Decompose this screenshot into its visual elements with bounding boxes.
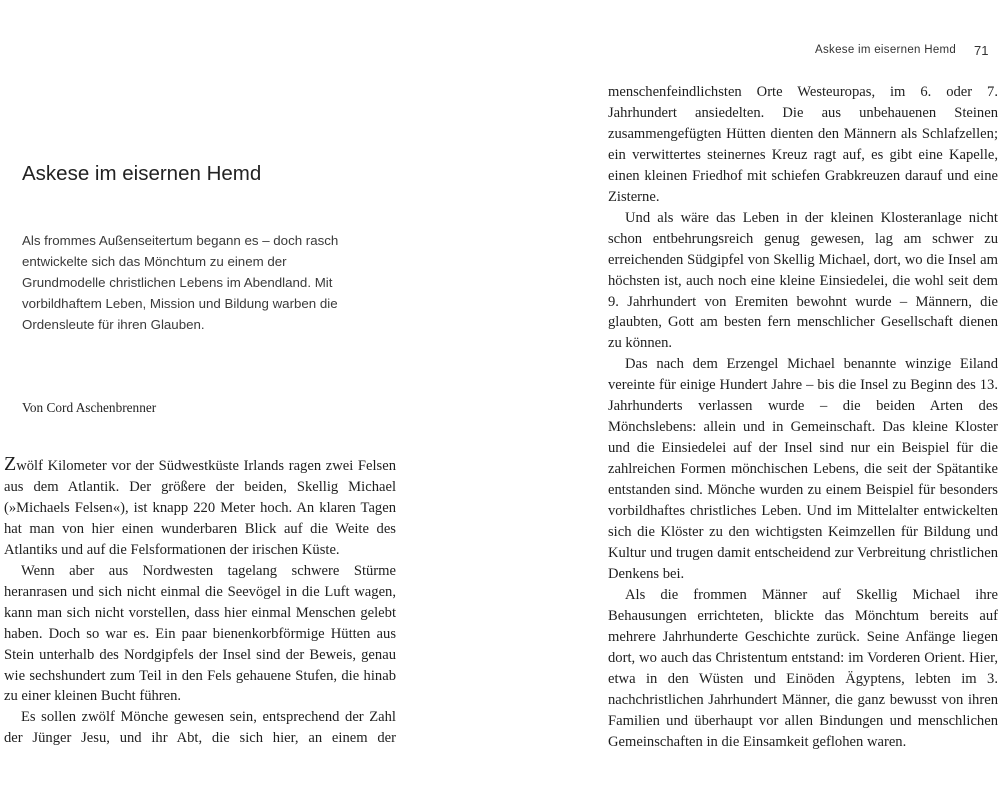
page-number: 71 (974, 43, 989, 58)
right-page (500, 0, 1000, 800)
body-paragraph: menschenfeindlichsten Orte Westeuropas, im 6. oder 7. Jahrhundert ansiedelten. Die aus unbehauenen Steinen zusammengefügten Hütten dienten den Männern als Schlafzellen; ein verwittertes steinernes Kreuz ragt auf, es gibt eine Kapelle, einen kleinen Friedhof mit schiefen Grabkreuzen darauf und eine Zisterne. (608, 84, 998, 205)
right-body-text (608, 82, 998, 753)
chapter-title: Askese im eisernen Hemd (22, 162, 262, 185)
author-byline: Von Cord Aschenbrenner (22, 400, 157, 415)
initial-letter: Z (4, 453, 17, 475)
running-header: Askese im eisernen Hemd (815, 44, 957, 56)
body-paragraph: Das nach dem Erzengel Michael benannte winzige Eiland vereinte für einige Hundert Jahre – bis die Insel zu Beginn des 13. Jahrhunderts verlassen wurde – die beiden Arten des Mönchslebens: allein und in Gemeinschaft. Das kleine Kloster und die Einsiedelei auf der Insel sind nur ein Beispiel für die zahlreichen Formen mönchischen Lebens, die seit der Spätantike entstanden sind. Mönche wurden zu einem Beispiel für besonders vorbildhaftes christliches Leben. Und im Mittelalter entwickelten sich die Klöster zu den wichtigsten Keimzellen für Bildung und Kultur und trugen damit entscheidend zur Verbreitung christlichen Denkens bei. (608, 356, 998, 582)
paragraph-text: wölf Kilometer vor der Südwestküste Irlands ragen zwei Felsen aus dem Atlantik. Der größere der beiden, Skellig Michael (»Michaels Felsen«), ist knapp 220 Meter hoch. An klaren Tagen hat man von hier einen wunderbaren Blick auf die Weite des Atlantiks und auf die Felsformationen der irischen Küste. (4, 458, 396, 558)
body-paragraph (4, 454, 396, 561)
body-paragraph: Es sollen zwölf Mönche gewesen sein, entsprechend der Zahl der Jünger Jesu, und ihr Abt, die sich hier, an einem der (4, 709, 396, 747)
left-body-text (4, 454, 396, 749)
body-paragraph: Wenn aber aus Nordwesten tagelang schwere Stürme heranrasen und sich nicht einmal die Seevögel in die Luft wagen, kann man sich nicht vorstellen, dass hier einmal Menschen gelebt haben. Doch so war es. Ein paar bienenkorbförmige Hütten aus Stein unterhalb des Nordgipfels der Insel sind der Beweis, genau wie sechshundert zum Teil in den Fels gehauene Stufen, die hinab zu einer kleinen Bucht führen. (4, 562, 396, 705)
body-paragraph: Und als wäre das Leben in der kleinen Klosteranlage nicht schon entbehrungsreich genug gewesen, lag am schwer zu erreichenden Südgipfel von Skellig Michael, dort, wo die Insel am höchsten ist, auch noch eine kleine Einsiedelei, die wohl seit dem 9. Jahrhundert von Eremiten bewohnt wurde – Männern, die glaubten, Gott am besten fern menschlicher Gesellschaft dienen zu können. (608, 209, 998, 352)
chapter-intro: Als frommes Außenseitertum begann es – doch rasch entwickelte sich das Mönchtum zu einem der Grundmodelle christlichen Lebens im Abendland. Mit vorbildhaftem Leben, Mission und Bildung warben die Ordensleute für ihren Glauben. (22, 233, 339, 332)
body-paragraph: Als die frommen Männer auf Skellig Michael ihre Behausungen errichteten, blickte das Mönchtum bereits auf mehrere Jahrhunderte Geschichte zurück. Seine Anfänge liegen dort, wo auch das Christentum entstand: im Vorderen Orient. Hier, etwa in den Wüsten und Einöden Ägyptens, lebten im 3. nachchristlichen Jahrhundert Männer, die ganz bewusst von ihren Familien und überhaupt vor allen Bindungen und menschlichen Gemeinschaften in die Einsamkeit geflohen waren. (608, 586, 998, 750)
